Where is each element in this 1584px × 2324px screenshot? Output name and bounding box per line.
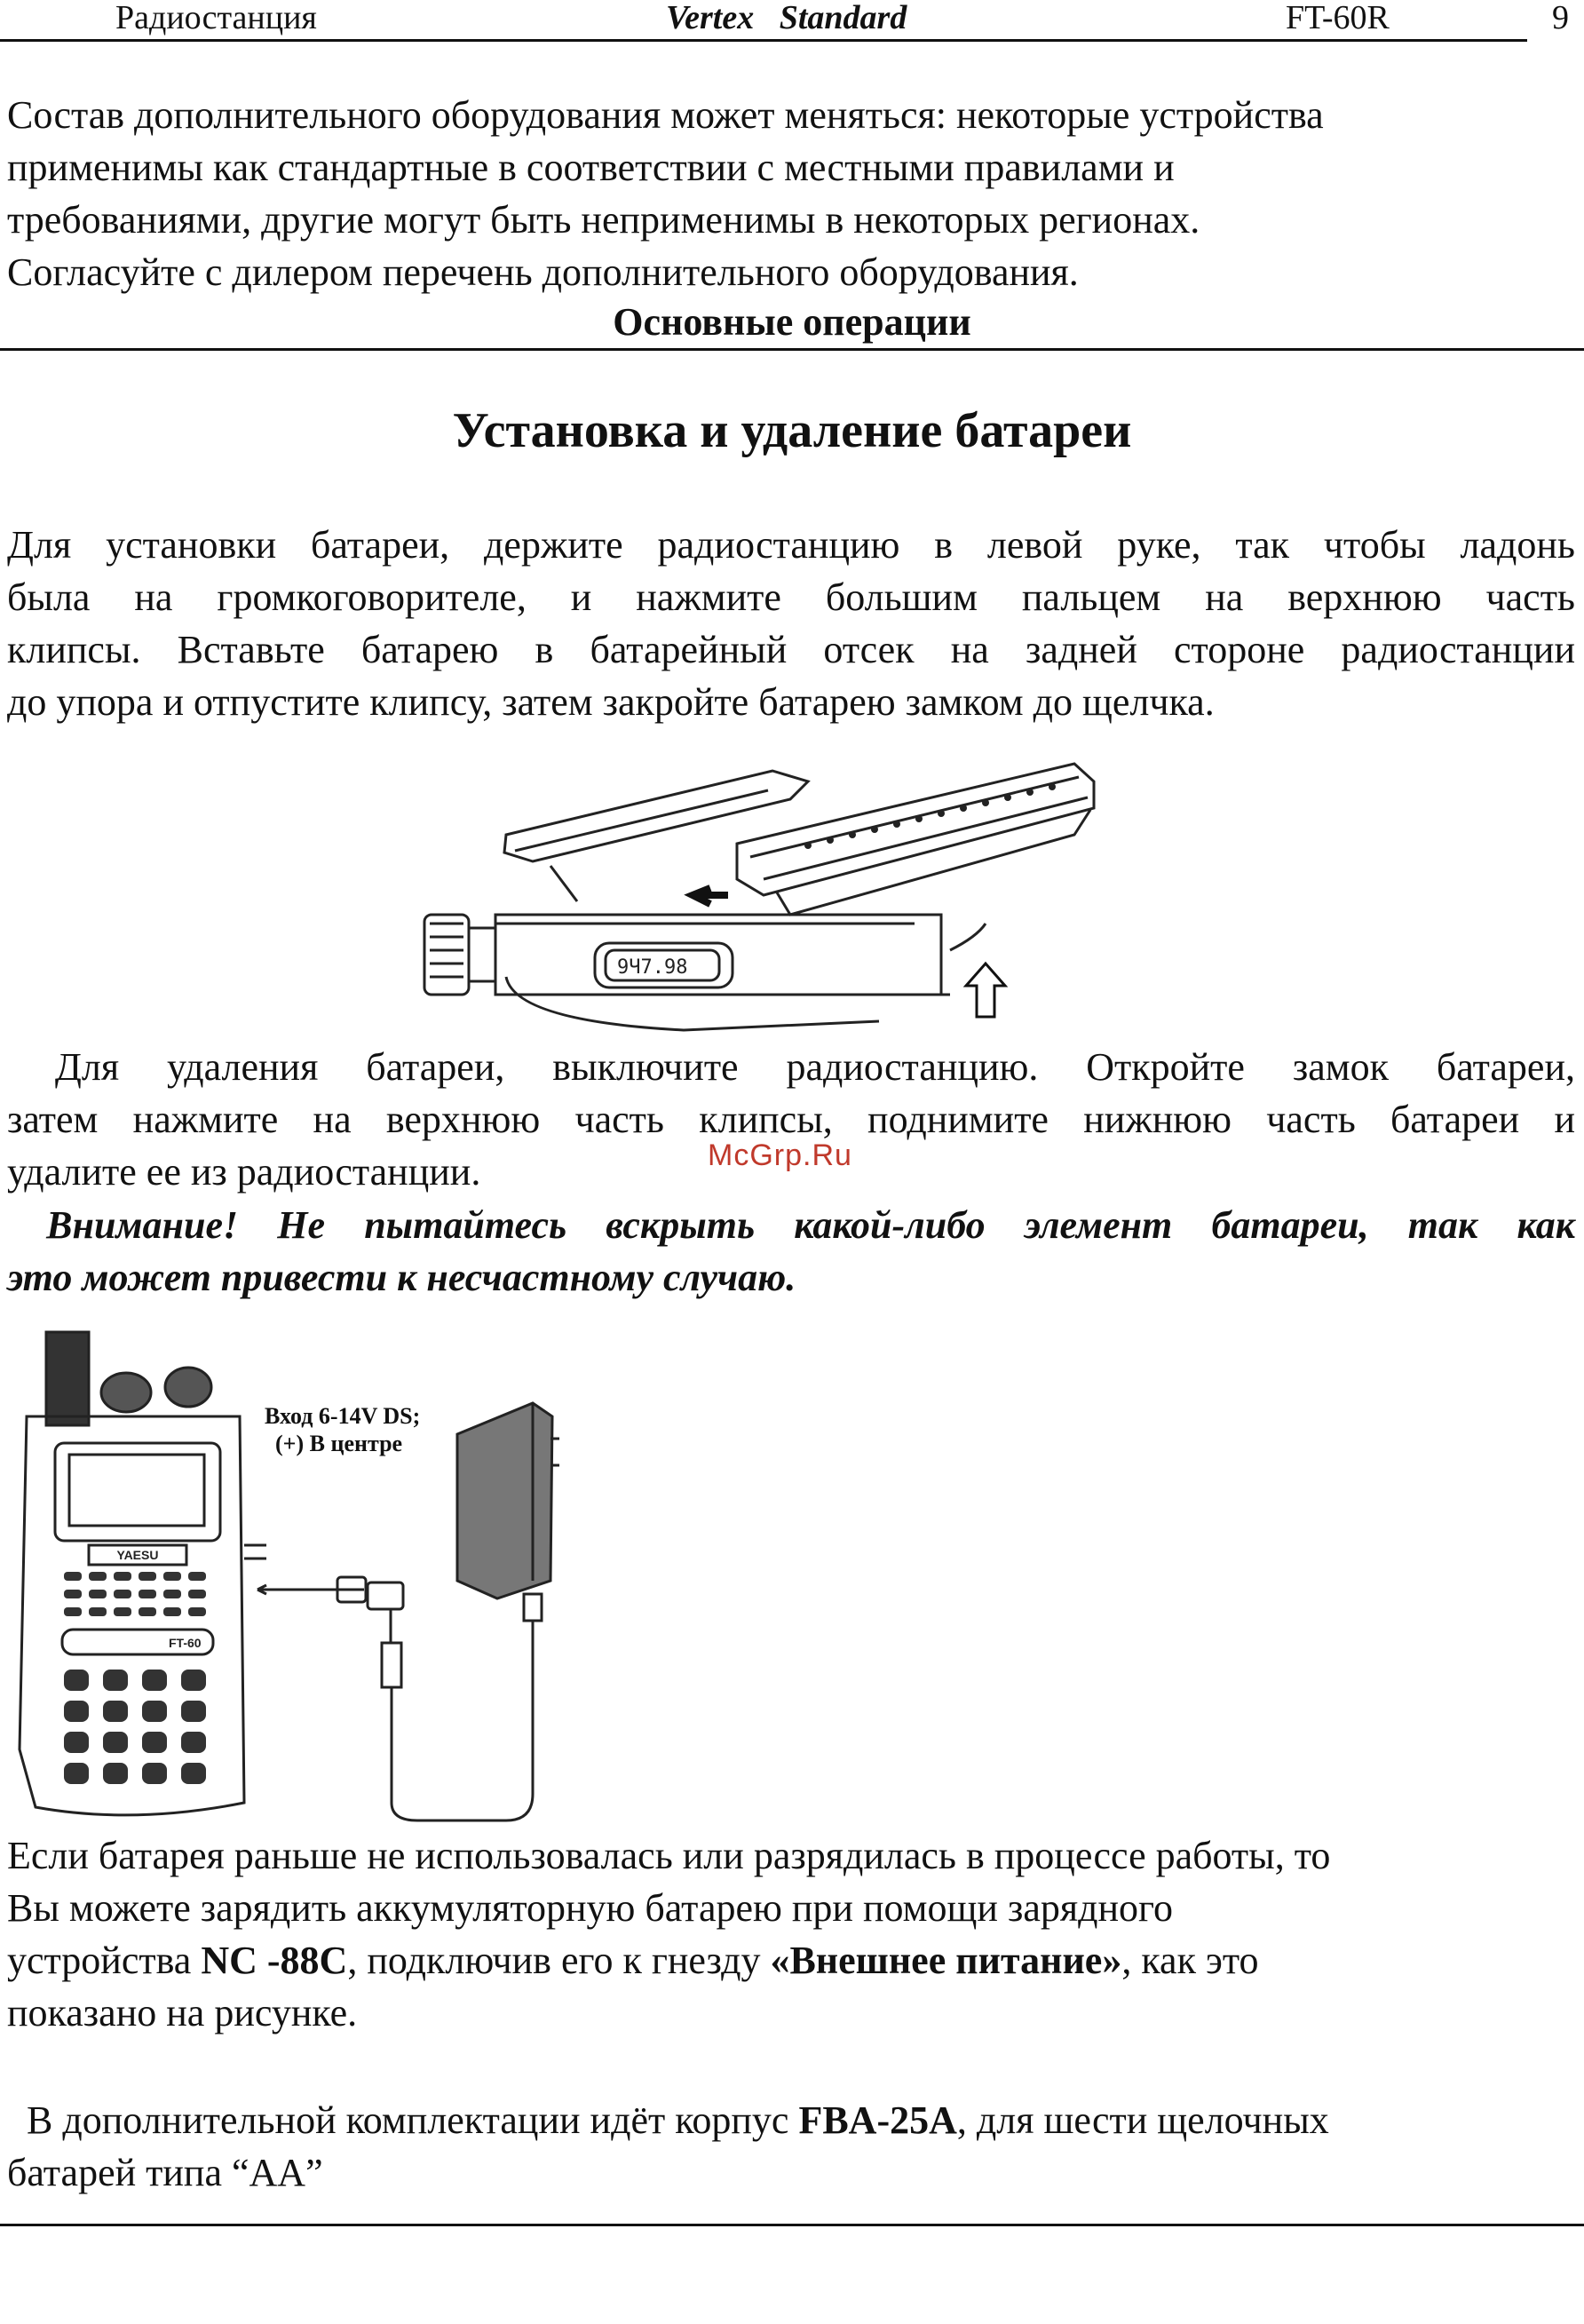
lcd-readout: 9Ч7.98 [617,956,688,979]
battery-install-figure [417,746,1101,1039]
removal-line: затем нажмите на верхнюю часть клипсы, поднимите нижнюю часть батареи и [7,1098,1575,1141]
charge-line: Если батарея раньше не использовалась или разрядилась в процессе работы, то [7,1834,1331,1877]
section-rule [0,348,1584,351]
radio-model: FT-60 [169,1636,202,1650]
install-paragraph [7,519,1575,728]
header-center: Vertex Standard [666,0,907,36]
warning-paragraph [7,1199,1575,1304]
charge-line: Вы можете зарядить аккумуляторную батарею при помощи зарядного [7,1886,1173,1930]
charger-label-line2: (+) В центре [275,1431,403,1456]
header-right: FT-60R [1286,0,1390,36]
charger-label-line1: Вход 6-14V DS; [265,1403,421,1429]
footer-rule [0,2224,1584,2226]
charge-line: показано на рисунке. [7,1991,358,2034]
charger-figure [0,1323,568,1838]
warning-line: это может привести к несчастному случаю. [7,1256,796,1299]
intro-line: Согласуйте с дилером перечень дополнительного оборудования. [7,250,1079,294]
jack-name: «Внешнее питание» [770,1939,1122,1982]
removal-paragraph [7,1041,1575,1198]
charge-line [7,1934,1579,1987]
fba-line: батарей типа “AA” [7,2151,323,2194]
page-number: 9 [1552,0,1569,36]
charger-model: NC -88C [201,1939,348,1982]
install-line: до упора и отпустите клипсу, затем закройте батарею замком до щелчка. [7,680,1215,724]
intro-paragraph [7,89,1579,298]
warning-line: Внимание! Не пытайтесь вскрыть какой-либо элемент батареи, так как [7,1203,1575,1247]
install-line: клипсы. Вставьте батарею в батарейный отсек на задней стороне радиостанции [7,628,1575,671]
install-line: была на громкоговорителе, и нажмите большим пальцем на верхнюю часть [7,575,1575,619]
fba-paragraph [7,2094,1579,2199]
removal-line: Для удаления батареи, выключите радиостанцию. Откройте замок батареи, [7,1045,1575,1089]
charge-text: , как это [1121,1939,1259,1982]
charge-paragraph [7,1829,1579,2039]
battery-case-model: FBA-25A [798,2098,957,2142]
radio-brand: YAESU [116,1548,159,1562]
intro-line: требованиями, другие могут быть неприменимы в некоторых регионах. [7,198,1200,242]
install-line: Для установки батареи, держите радиостанцию в левой руке, так чтобы ладонь [7,523,1575,567]
fba-line [7,2094,1579,2146]
section-title: Основные операции [613,300,971,344]
intro-line: применимы как стандартные в соответствии с местными правилами и [7,146,1175,189]
charge-text: устройства [7,1939,202,1982]
page-title: Установка и удаление батареи [452,403,1132,458]
fba-text: , для шести щелочных [956,2098,1329,2142]
intro-line: Состав дополнительного оборудования может меняться: некоторые устройства [7,93,1324,137]
header-left: Радиостанция [115,0,317,36]
charge-text: , подключив его к гнезду [347,1939,771,1982]
watermark: McGrp.Ru [708,1138,852,1172]
removal-line: удалите ее из радиостанции. [7,1150,481,1194]
fba-text: В дополнительной комплектации идёт корпус [7,2098,799,2142]
header-rule [0,39,1527,42]
